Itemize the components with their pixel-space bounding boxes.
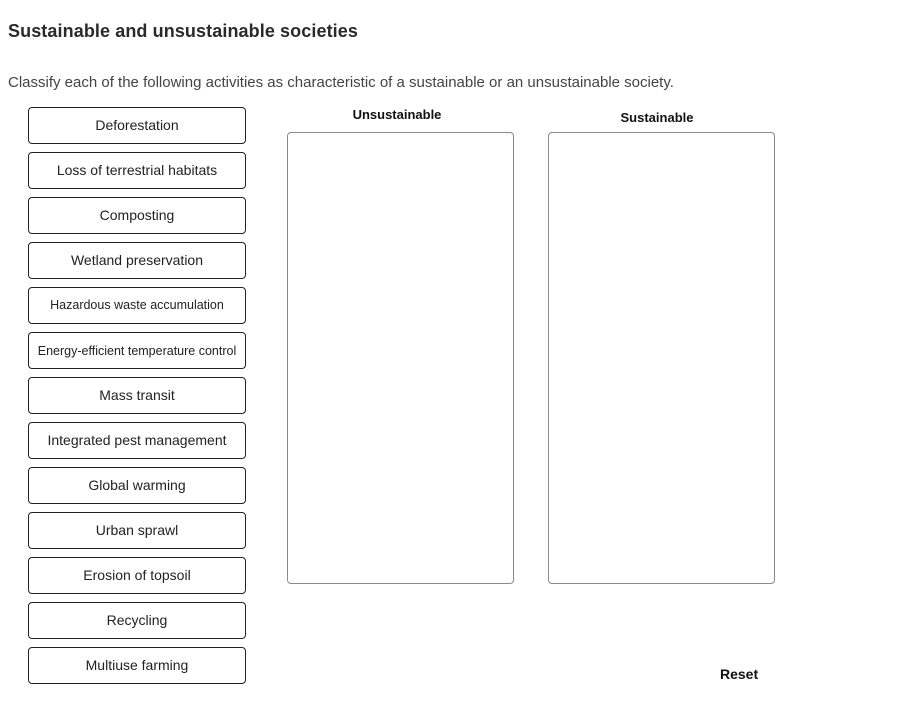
drag-item-urban-sprawl[interactable]: Urban sprawl: [28, 512, 246, 549]
drag-item-wetland-preservation[interactable]: Wetland preservation: [28, 242, 246, 279]
drag-item-hazardous-waste-accumulation[interactable]: Hazardous waste accumulation: [28, 287, 246, 324]
unsustainable-drop-zone[interactable]: [287, 132, 514, 584]
drag-item-deforestation[interactable]: Deforestation: [28, 107, 246, 144]
unsustainable-column-label: Unsustainable: [352, 107, 442, 122]
reset-button[interactable]: Reset: [712, 666, 766, 682]
drag-item-loss-of-terrestrial-habitats[interactable]: Loss of terrestrial habitats: [28, 152, 246, 189]
page-title: Sustainable and unsustainable societies: [8, 21, 359, 41]
drag-item-global-warming[interactable]: Global warming: [28, 467, 246, 504]
drag-item-energy-efficient-temperature-control[interactable]: Energy-efficient temperature control: [28, 332, 246, 369]
drag-item-recycling[interactable]: Recycling: [28, 602, 246, 639]
drag-item-mass-transit[interactable]: Mass transit: [28, 377, 246, 414]
drag-item-integrated-pest-management[interactable]: Integrated pest management: [28, 422, 246, 459]
draggable-items-list: [28, 107, 246, 692]
drag-item-composting[interactable]: Composting: [28, 197, 246, 234]
instructions-text: Classify each of the following activities as characteristic of a sustainable or an unsustainable society.: [8, 74, 674, 91]
sustainable-drop-zone[interactable]: [548, 132, 775, 584]
drag-item-multiuse-farming[interactable]: Multiuse farming: [28, 647, 246, 684]
drag-item-erosion-of-topsoil[interactable]: Erosion of topsoil: [28, 557, 246, 594]
sustainable-column-label: Sustainable: [620, 110, 694, 125]
